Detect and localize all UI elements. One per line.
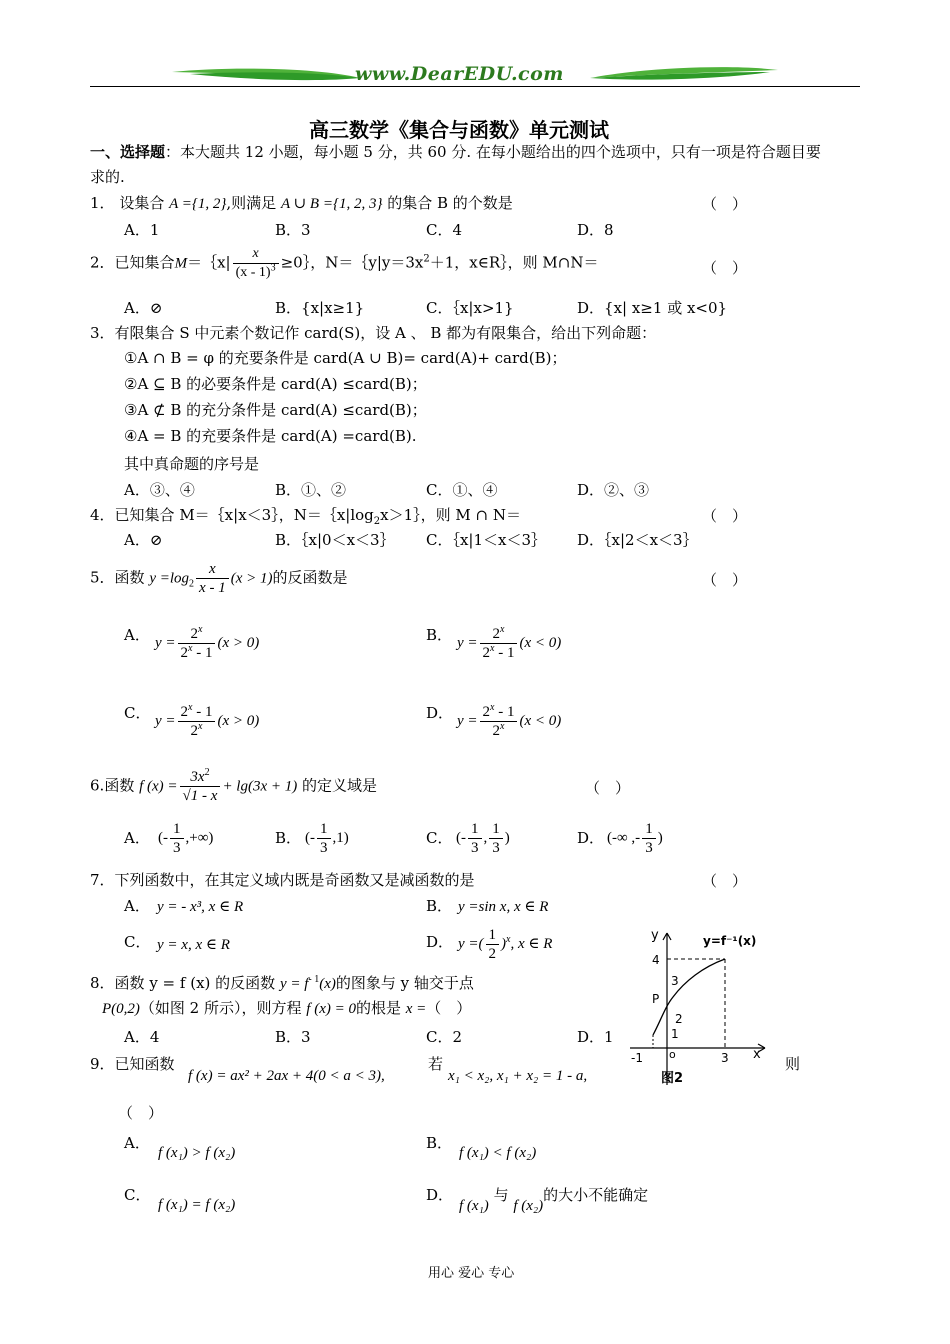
q8-option-c: C．2: [426, 1028, 463, 1046]
q6-fraction: [180, 768, 221, 805]
q5-a-cond: (x > 0): [217, 634, 260, 651]
q8-point: P(0,2): [102, 1001, 140, 1017]
q1-text-mid: ,则满足: [226, 194, 277, 212]
q5-b-num-exp: x: [500, 624, 505, 635]
q6-answer-bracket: （ ）: [585, 779, 631, 797]
q7-text: 下列函数中，在其定义域内既是奇函数又是减函数的是: [114, 871, 475, 889]
q1-option-d: D．8: [577, 221, 614, 239]
q6-d-num: 1: [642, 820, 656, 839]
figure-caption: 图2: [661, 1071, 684, 1086]
q1-text: 设集合: [119, 194, 165, 212]
q5-y-eq: y =log: [149, 570, 190, 587]
q5-b-fraction: [480, 625, 518, 662]
q4-option-a: A．⊘: [124, 531, 163, 549]
q9-option-a-label: A．: [124, 1134, 150, 1152]
q9-option-b: f (x₁) < f (x₂): [459, 1145, 537, 1161]
q6-d-post: ): [657, 829, 663, 846]
q3-number: 3．: [90, 324, 115, 342]
q2-option-b: B．{x|x≥1}: [275, 299, 365, 317]
q9-option-b-label: B．: [426, 1134, 453, 1152]
q6-b-pre: (-: [305, 829, 315, 846]
section-intro-tail: 求的.: [90, 168, 125, 186]
q5-c-cond: (x > 0): [217, 712, 260, 729]
q8-option-a: A．4: [124, 1028, 160, 1046]
q7-option-c-label: C．: [124, 933, 151, 951]
q3-option-b: B．①、②: [275, 481, 347, 499]
q8-equation: f (x) = 0: [306, 1001, 356, 1017]
page-title: 高三数学《集合与函数》单元测试: [309, 118, 609, 142]
q8-text-c: （如图 2 所示），则方程: [139, 999, 302, 1017]
q5-fraction: [196, 560, 229, 597]
q2-set-open: ＝｛x|: [187, 253, 231, 272]
q9-option-a: f (x₁) > f (x₂): [158, 1145, 236, 1161]
q6-c-mid: ,: [483, 829, 488, 846]
q3-proposition-3: ③A ⊄ B 的充分条件是 card(A) ≤card(B)；: [124, 401, 427, 419]
q1-answer-bracket: （ ）: [702, 195, 748, 213]
q5-a-fraction: [178, 625, 216, 662]
q7-option-b: y =sin x, x ∈ R: [458, 899, 549, 915]
q6-option-d-label: D．: [577, 829, 605, 847]
q1-option-c: C．4: [426, 221, 463, 239]
q3-ask: 其中真命题的序号是: [124, 455, 260, 473]
q5-d-lhs: y =: [457, 712, 478, 729]
q6-text: 函数: [104, 776, 135, 795]
question-8: [90, 973, 474, 994]
q5-b-lhs: y =: [457, 634, 478, 651]
q3-proposition-1: ①A ∩ B = φ 的充要条件是 card(A ∪ B)= card(A)+ card(B)；: [124, 349, 567, 367]
q2-option-a: A．⊘: [124, 299, 163, 317]
q1-number: 1．: [90, 194, 115, 212]
q5-c-num: 2: [180, 704, 189, 720]
q7-d-exp: x: [506, 933, 511, 945]
q1-option-a: A．1: [124, 221, 160, 239]
q5-b-den-exp: x: [490, 643, 495, 654]
question-3: [90, 323, 656, 343]
x-axis-label: x: [753, 1047, 761, 1062]
q2-fraction: [233, 245, 279, 282]
q5-answer-bracket: （ ）: [702, 571, 748, 589]
q8-inverse-exp: - 1: [308, 974, 320, 985]
q8-text-a: 函数 y = f (x) 的反函数: [114, 974, 276, 992]
q5-option-c-label: C．: [124, 704, 151, 722]
q6-option-c-label: C．: [426, 829, 453, 847]
q3-text: 有限集合 S 中元素个数记作 card(S)，设 A 、 B 都为有限集合，给出下列命题：: [114, 324, 657, 342]
q2-frac-numerator: x: [233, 245, 279, 264]
q5-text-post: 的反函数是: [272, 568, 348, 587]
curve-label: y=f⁻¹(x): [703, 934, 757, 948]
q3-option-a: A．③、④: [124, 481, 195, 499]
q7-d-post: ): [501, 935, 507, 952]
question-7: [90, 870, 475, 890]
q7-option-c: y = x, x ∈ R: [157, 937, 230, 953]
q4-answer-bracket: （ ）: [702, 507, 748, 525]
tick-1: 1: [671, 1027, 679, 1041]
q5-log-base: 2: [189, 578, 195, 590]
tick-3: 3: [671, 974, 679, 988]
q7-option-b-label: B．: [426, 897, 453, 915]
q8-x-eq: x =: [405, 1001, 427, 1017]
q9-d-fx2: f (x₂): [513, 1198, 544, 1214]
q7-d-num: 1: [486, 926, 500, 945]
question-4: [90, 505, 521, 525]
q9-text: 已知函数: [114, 1055, 175, 1073]
q2-condition: ≥0: [280, 253, 303, 272]
q7-number: 7．: [90, 871, 115, 889]
q2-n-exponent: 2: [423, 253, 430, 265]
q5-a-den-tail: - 1: [192, 645, 213, 661]
q2-option-d: D．{x| x≥1 或 x<0}: [577, 299, 728, 317]
page-footer: 用心 爱心 专心: [428, 1266, 515, 1281]
q6-a-num: 1: [170, 820, 184, 839]
q7-option-d: [458, 926, 552, 963]
q6-c-den: 3: [471, 840, 479, 856]
tick-4: 4: [652, 953, 660, 967]
q5-option-d-label: D．: [426, 704, 454, 722]
q9-number: 9．: [90, 1055, 115, 1073]
origin-label: o: [669, 1048, 676, 1061]
header-logo-text: www.DearEDU.com: [355, 63, 564, 85]
q8-text-b: 的图象与 y 轴交于点: [335, 974, 474, 992]
q6-option-b: [305, 820, 349, 857]
q5-c-den: 2: [190, 723, 199, 739]
q6-c-num: 1: [468, 820, 482, 839]
q1-set-a: A ={1, 2}: [169, 196, 227, 212]
tick-x3: 3: [721, 1051, 729, 1065]
q2-frac-denominator: (x - 1): [235, 265, 271, 280]
q6-option-b-label: B．: [275, 829, 302, 847]
q6-b-post: ,1): [332, 829, 349, 846]
q4-option-c: C．｛x|1＜x＜3｝: [426, 531, 547, 549]
q5-d-cond: (x < 0): [519, 712, 562, 729]
y-axis-label: y: [651, 928, 659, 943]
section-label: 一、选择题: [90, 143, 166, 161]
q5-a-num: 2: [190, 626, 199, 642]
q5-c-num-exp: x: [188, 702, 193, 713]
q5-option-b-label: B．: [426, 626, 453, 644]
q7-d-pre: y =(: [458, 935, 484, 952]
q4-text: 已知集合 M＝｛x|x＜3｝，N＝｛x|log: [114, 506, 374, 524]
q8-option-b: B．3: [275, 1028, 311, 1046]
q2-answer-bracket: （ ）: [702, 259, 748, 277]
q2-text: 已知集合: [114, 253, 175, 272]
q9-d-fx1: f (x₁): [459, 1198, 489, 1214]
q3-proposition-2: ②A ⊆ B 的必要条件是 card(A) ≤card(B)；: [124, 375, 427, 393]
q6-frac-denominator: √1 - x: [182, 788, 218, 804]
inverse-function-curve: [653, 959, 725, 1035]
q2-set-n: N＝｛y|y＝3x: [325, 253, 424, 272]
q9-function: f (x) = ax² + 2ax + 4(0 < a < 3),: [188, 1068, 385, 1084]
q2-number: 2．: [90, 253, 115, 272]
q7-d-tail: , x ∈ R: [510, 935, 553, 952]
q3-proposition-4: ④A = B 的充要条件是 card(A) =card(B).: [124, 427, 417, 445]
q5-c-den-exp: x: [198, 721, 203, 732]
q5-a-num-exp: x: [198, 624, 203, 635]
q9-option-d: [459, 1185, 649, 1214]
q8-number: 8．: [90, 974, 115, 992]
q9-d-yu: 与: [493, 1186, 509, 1204]
q7-d-den: 2: [488, 946, 497, 962]
q7-option-d-label: D．: [426, 933, 454, 951]
section-intro-text: ：本大题共 12 小题，每小题 5 分，共 60 分. 在每小题给出的四个选项中，只有一项是符合题目要: [165, 143, 821, 161]
q9-option-c: f (x₁) = f (x₂): [158, 1197, 236, 1213]
q5-frac-denominator: x - 1: [199, 580, 226, 596]
q5-b-cond: (x < 0): [519, 634, 562, 651]
q6-c-pre: (-: [456, 829, 466, 846]
q6-a-den: 3: [173, 840, 181, 856]
q6-option-a: [158, 820, 213, 857]
q5-d-fraction: [480, 703, 518, 740]
q6-b-num: 1: [317, 820, 331, 839]
point-p-label: P: [652, 992, 660, 1006]
q9-ruo: 若: [428, 1055, 444, 1073]
q1-union: A ∪ B ={1, 2, 3}: [280, 196, 383, 212]
q6-d-pre: (-∞ ,-: [607, 829, 641, 846]
section-intro: [90, 142, 821, 162]
q5-a-lhs: y =: [155, 634, 176, 651]
q6-c-post: ): [504, 829, 510, 846]
q5-d-num-tail: - 1: [494, 704, 515, 720]
q7-option-a: y = - x³, x ∈ R: [157, 899, 244, 915]
q5-d-den-exp: x: [500, 721, 505, 732]
question-1: [90, 193, 513, 214]
q4-log-base: 2: [373, 516, 381, 527]
q9-answer-bracket: （ ）: [118, 1104, 164, 1122]
q8-inverse-tail: (x): [319, 976, 336, 992]
q6-option-c: [456, 820, 510, 857]
q9-option-c-label: C．: [124, 1186, 151, 1204]
question-2: [90, 245, 598, 282]
q6-a-post: ,+∞): [185, 829, 214, 846]
q6-option-d: [607, 820, 663, 857]
q4-option-b: B．｛x|0＜x＜3｝: [275, 531, 395, 549]
q5-a-den-exp: x: [188, 643, 193, 654]
q5-a-den: 2: [180, 645, 189, 661]
q8-inverse: y = f: [279, 976, 309, 992]
q5-option-a: [155, 625, 259, 662]
q2-set-n-rest: ＋1，x∈R｝，则 M∩N＝: [429, 253, 599, 272]
q2-set-m: M: [174, 255, 188, 272]
q5-c-fraction: [178, 703, 216, 740]
header-rule: [90, 86, 860, 87]
q9-ze: 则: [785, 1055, 801, 1073]
question-8-line2: [102, 998, 471, 1019]
q6-c-num2: 1: [489, 820, 503, 839]
q6-c-den2: 3: [492, 840, 500, 856]
q6-num-exp: 2: [204, 767, 210, 778]
q2-den-exponent: 3: [270, 262, 276, 274]
q6-a-pre: (-: [158, 829, 168, 846]
q5-option-b: [457, 625, 561, 662]
q5-text: 函数: [114, 568, 145, 587]
q7-answer-bracket: （ ）: [702, 872, 748, 890]
q6-option-a-label: A．: [124, 829, 150, 847]
q6-fx: f (x) =: [139, 778, 178, 795]
q3-option-c: C．①、④: [426, 481, 498, 499]
tick-neg1: -1: [631, 1051, 643, 1065]
q5-d-num-exp: x: [490, 702, 495, 713]
q6-text-post: 的定义域是: [302, 776, 378, 795]
q5-c-num-tail: - 1: [192, 704, 213, 720]
q5-option-d: [457, 703, 561, 740]
q5-frac-numerator: x: [196, 560, 229, 579]
q8-option-d: D．1: [577, 1028, 614, 1046]
q4-text-b: x＞1｝，则 M ∩ N＝: [380, 506, 522, 524]
q8-text-d: 的根是: [355, 999, 401, 1017]
q6-number: 6.: [90, 776, 105, 795]
q5-b-den: 2: [482, 645, 491, 661]
q7-option-a-label: A．: [124, 897, 150, 915]
q9-condition: x₁ < x₂, x₁ + x₂ = 1 - a,: [448, 1068, 588, 1084]
q6-d-den: 3: [645, 840, 653, 856]
q3-option-d: D．②、③: [577, 481, 650, 499]
q4-number: 4．: [90, 506, 115, 524]
q4-option-d: D．｛x|2＜x＜3｝: [577, 531, 698, 549]
q1-option-b: B．3: [275, 221, 311, 239]
question-9: [90, 1054, 175, 1074]
q5-number: 5．: [90, 568, 115, 587]
figure-2-graph: [625, 925, 770, 1090]
tick-2: 2: [675, 1012, 683, 1026]
q5-b-den-tail: - 1: [494, 645, 515, 661]
q6-frac-numerator: 3x: [190, 769, 205, 785]
q5-c-lhs: y =: [155, 712, 176, 729]
q5-option-a-label: A．: [124, 626, 150, 644]
q2-option-c: C．｛x|x>1}: [426, 299, 514, 317]
q5-b-num: 2: [492, 626, 501, 642]
q1-text-post: 的集合 B 的个数是: [387, 194, 513, 212]
q2-set-close: ｝，: [302, 253, 326, 272]
q5-d-num: 2: [482, 704, 491, 720]
q5-option-c: [155, 703, 259, 740]
question-6: [90, 768, 377, 805]
q9-d-post: 的大小不能确定: [543, 1186, 649, 1204]
q8-answer-bracket: （ ）: [426, 999, 472, 1017]
q6-b-den: 3: [320, 840, 328, 856]
q5-d-den: 2: [492, 723, 501, 739]
q6-tail: + lg(3x + 1): [222, 778, 298, 795]
q5-condition: (x > 1): [230, 570, 273, 587]
question-5: [90, 560, 348, 597]
q9-option-d-label: D．: [426, 1186, 454, 1204]
